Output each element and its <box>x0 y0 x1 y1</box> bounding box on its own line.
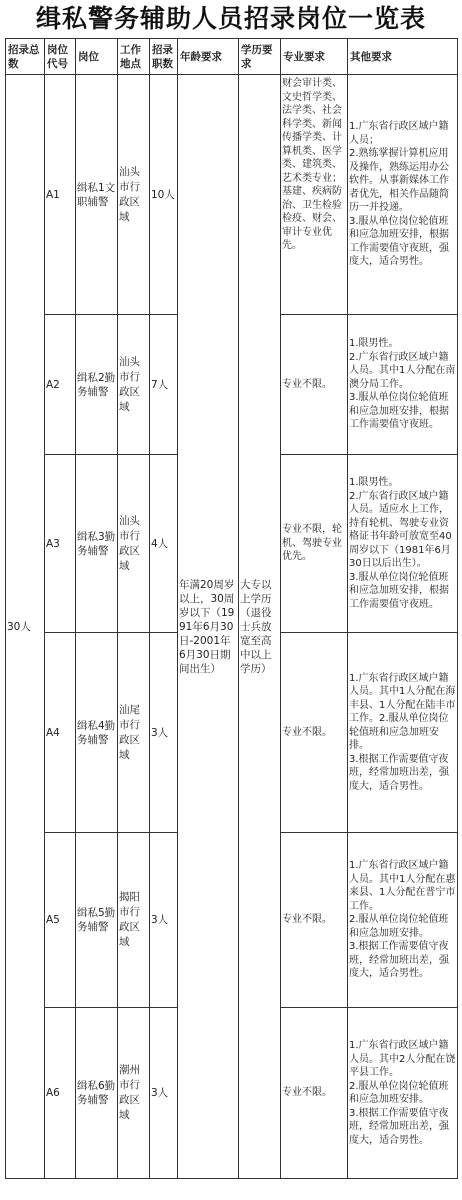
major-requirement: 专业不限。 <box>281 833 348 1008</box>
total-count-cell: 30人 <box>6 75 45 1179</box>
requirement-line: 2.广东省行政区域户籍人员。适应水上工作，持有轮机、驾驶专业资格证书年龄可放宽至40周岁以下（1981年6月30日以后出生）。 <box>349 490 452 569</box>
requirement-line: 3.根据工作需要值守夜班，经常加班出差，强度大，适合男性。 <box>349 753 449 792</box>
requirement-line: 3.根据工作需要值守夜班，经常加班出差，强度大，适合男性。 <box>349 1107 449 1146</box>
work-location: 汕尾市行政区域 <box>118 633 150 833</box>
hire-count: 3人 <box>150 633 178 833</box>
requirement-line: 1.广东省行政区域户籍人员。其中1人分配在海丰县、1人分配在陆丰市工作。2.服从单位岗位轮值班和应急加班安排。 <box>349 672 456 752</box>
education-requirement: 大专以上学历（退役士兵放宽至高中以上学历） <box>239 75 281 1179</box>
header-education: 学历要求 <box>239 39 281 75</box>
position-name: 缉私1文职辅警 <box>76 75 118 315</box>
position-code: A1 <box>45 75 76 315</box>
header-age: 年龄要求 <box>178 39 239 75</box>
hire-count: 4人 <box>150 455 178 633</box>
other-requirements <box>348 833 458 1008</box>
positions-table <box>5 38 458 1179</box>
age-requirement: 年满20周岁以上，30周岁以下（1991年6月30日-2001年6月30日期间出生） <box>178 75 239 1179</box>
other-requirements <box>348 455 458 633</box>
work-location: 汕头市行政区域 <box>118 455 150 633</box>
position-code: A3 <box>45 455 76 633</box>
position-code: A2 <box>45 315 76 455</box>
requirement-line: 3.根据工作需要值守夜班，经常加班出差，强度大，适合男性。 <box>349 941 449 980</box>
header-position: 岗位 <box>76 39 118 75</box>
position-name: 缉私3勤务辅警 <box>76 455 118 633</box>
requirement-line: 1.限男性。 <box>349 477 399 488</box>
position-name: 缉私2勤务辅警 <box>76 315 118 455</box>
major-requirement: 专业不限。 <box>281 1008 348 1179</box>
major-requirement: 专业不限。 <box>281 315 348 455</box>
work-location: 汕头市行政区域 <box>118 75 150 315</box>
position-code: A6 <box>45 1008 76 1179</box>
hire-count: 3人 <box>150 1008 178 1179</box>
major-requirement: 专业不限。 <box>281 633 348 833</box>
requirement-line: 1.广东省行政区域户籍人员。其中2人分配在饶平县工作。 <box>349 1040 456 1078</box>
requirement-line: 3.服从单位岗位轮值班和应急加班安排，根据工作需要值守夜班。 <box>349 571 449 610</box>
requirement-line: 3.服从单位岗位轮值班和应急加班安排，根据工作需要值守夜班。 <box>349 392 449 431</box>
header-major: 专业要求 <box>281 39 348 75</box>
header-location: 工作地点 <box>118 39 150 75</box>
requirement-line: 2.广东省行政区域户籍人员。其中1人分配在南澳分局工作。 <box>349 351 456 390</box>
other-requirements <box>348 315 458 455</box>
requirement-line: 1.限男性。 <box>349 338 399 350</box>
header-code: 岗位代号 <box>45 39 76 75</box>
position-code: A4 <box>45 633 76 833</box>
position-code: A5 <box>45 833 76 1008</box>
major-requirement: 专业不限，轮机、驾驶专业优先。 <box>281 455 348 633</box>
table-row <box>6 75 458 315</box>
table-header-row <box>6 39 458 75</box>
hire-count: 7人 <box>150 315 178 455</box>
position-name: 缉私4勤务辅警 <box>76 633 118 833</box>
other-requirements <box>348 633 458 833</box>
position-name: 缉私6勤务辅警 <box>76 1008 118 1179</box>
other-requirements <box>348 1008 458 1179</box>
work-location: 汕头市行政区域 <box>118 315 150 455</box>
header-count: 招录职数 <box>150 39 178 75</box>
major-requirement: 财会审计类、文史哲学类、法学类、社会科学类、新闻传播学类、计算机类、医学类、建筑类、艺术类专业；基建、疾病防治、卫生检验检疫、财会、审计专业优先。 <box>281 75 348 315</box>
requirement-line: 2.服从单位岗位轮值班和应急加班安排。 <box>349 914 449 939</box>
hire-count: 3人 <box>150 833 178 1008</box>
position-name: 缉私5勤务辅警 <box>76 833 118 1008</box>
other-requirements <box>348 75 458 315</box>
requirement-line: 1.广东省行政区域户籍人员。其中1人分配在惠来县、1人分配在普宁市工作。 <box>349 860 456 912</box>
hire-count: 10人 <box>150 75 178 315</box>
requirement-line: 3.服从单位岗位轮值班和应急加班安排，根据工作需要值守夜班，强度大，适合男性。 <box>349 215 449 268</box>
header-other: 其他要求 <box>348 39 458 75</box>
requirement-line: 1.广东省行政区域户籍人员； <box>349 121 449 146</box>
header-total: 招录总数 <box>6 39 45 75</box>
requirement-line: 2.熟练掌握计算机应用及操作，熟练运用办公软件。从事新媒体工作者优先，相关作品随简历一并投递。 <box>349 148 449 214</box>
work-location: 潮州市行政区域 <box>118 1008 150 1179</box>
page-title: 缉私警务辅助人员招录岗位一览表 <box>35 4 426 33</box>
work-location: 揭阳市行政区域 <box>118 833 150 1008</box>
requirement-line: 2.服从单位岗位轮值班和应急加班安排。 <box>349 1080 449 1105</box>
